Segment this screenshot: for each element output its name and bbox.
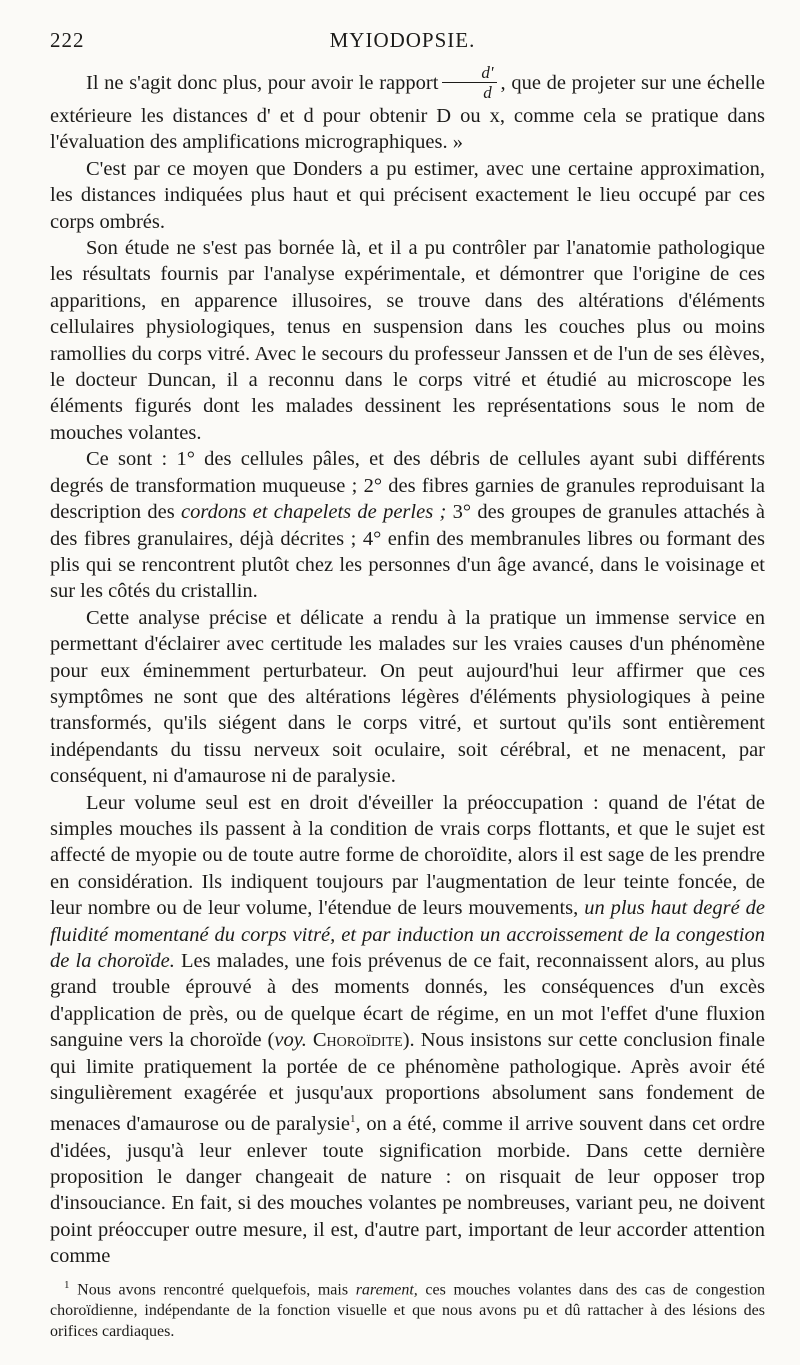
ratio-fraction: [442, 64, 496, 101]
paragraph-text: 3° des groupes de granules attachés à des fibres granulaires, déjà décrites ; 4° enfin des membranules libres ou formant des plis qui se rencontrent plutôt chez les personnes d'un âge avancé, dans le voisinage et sur les côtés du cristallin.: [50, 501, 766, 603]
paragraph-anatomy: Son étude ne s'est pas bornée là, et il a pu contrôler par l'anatomie pathologique les résultats fournis par l'analyse expérimentale, et démontrer que l'origine de ces apparitions, en apparence illusoires, se trouve dans des altérations d'éléments cellulaires physiologiques, tenus en suspension dans les couches plus ou moins ramollies du corps vitré. Avec le secours du professeur Janssen et de l'un de ses élèves, le docteur Duncan, il a reconnu dans le corps vitré et étudié au microscope les éléments figurés dont les malades dessinent les représentations sous le nom de mouches volantes.: [50, 237, 765, 444]
footnote-number: 1: [64, 1279, 70, 1291]
paragraph-text: , on a été, comme il arrive souvent dans cet ordre d'idées, jusqu'à leur enlever toute signification morbide. Dans cette dernière proposition le danger changeait de nature : on risquait de leur opposer trop d'insouciance. En fait, si des mouches volantes pe nombreuses, variant peu, ne doivent point préoccuper outre mesure, il est, d'autre part, important de leur accorder attention comme: [50, 1113, 765, 1268]
paragraph-volume: [50, 790, 765, 1270]
paragraph-text: Ce sont : 1° des cellules pâles, et des débris de cellules ayant subi différents degrés de transformation muqueuse ; 2° des fibres garnies de granules reproduisant la description des: [50, 448, 765, 524]
cross-reference-term: Choroïdite: [306, 1029, 403, 1052]
footnote-marker: 1: [350, 1113, 356, 1126]
page-number: 222: [50, 28, 85, 52]
paragraph-text: Les malades, une fois prévenus de ce fait, reconnaissent alors, au plus grand trouble éprouvé à des moments donnés, les conséquences d'un excès d'application de près, ou de quelque écart de régime, en un mot l'effet d'une fluxion sanguine vers la choroïde (: [50, 950, 765, 1052]
footnote-text: [50, 1275, 765, 1342]
italic-phrase: cordons et chapelets de perles ;: [181, 501, 447, 524]
footnote-part: Nous avons rencontré quelquefois, mais: [69, 1281, 356, 1299]
paragraph-donders: C'est par ce moyen que Donders a pu estimer, avec une certaine approximation, les distances indiquées plus haut et qui précisent exactement le lieu occupé par ces corps ombrés.: [50, 157, 765, 233]
cross-reference: voy.: [274, 1029, 307, 1052]
fraction-numerator: d': [442, 64, 496, 83]
italic-phrase: rarement,: [355, 1281, 418, 1299]
italic-phrase: un plus haut degré de fluidité momentané du corps vitré, et par induction un accroissement de la congestion de la choroïde.: [50, 897, 765, 972]
paragraph-analysis: Cette analyse précise et délicate a rendu à la pratique un immense service en permettant d'éclairer avec certitude les malades sur les vraies causes d'un phénomène pour eux éminemment perturbateur. On peut aujourd'hui leur affirmer que ces symptômes ne sont que des altérations légères d'éléments physiologiques à peine transformés, qu'ils siégent dans le corps vitré, et surtout qu'ils sont entièrement indépendants du tissu nerveux soit oculaire, soit cérébral, et ne menacent, par conséquent, ni d'amaurose ni de paralysie.: [50, 606, 765, 788]
paragraph-text: Leur volume seul est en droit d'éveiller la préoccupation : quand de l'état de simples mouches ils passent à la condition de vrais corps flottants, et que le sujet est affecté de myopie ou de toute autre forme de choroïdite, alors il est sage de les prendre en considération. Ils indiquent toujours par l'augmentation de leur teinte foncée, de leur nombre ou de leur volume, l'étendue de leurs mouvements,: [50, 791, 765, 920]
main-text: [50, 63, 766, 1270]
paragraph-text: ). Nous insistons sur cette conclusion finale qui limite pratiquement la portée de ce phénomène pathologique. Après avoir été singulièrement exagérée et jusqu'aux proportions absolument sans fondement de menaces d'amaurose ou de paralysie: [50, 1029, 765, 1136]
fraction-denominator: d: [483, 83, 492, 102]
paragraph-text: , que de projeter sur une échelle extérieure les distances d' et d pour obtenir D ou x, comme cela se pratique dans l'évaluation des amplifications micrographiques. »: [50, 72, 765, 154]
paragraph-text: Il ne s'agit donc plus, pour avoir le rapport: [86, 72, 439, 95]
footnote-part: ces mouches volantes dans des cas de congestion choroïdienne, indépendante de la fonction visuelle et que nous avons pu et dû rattacher à des lésions des orifices cardiaques.: [50, 1281, 765, 1341]
running-title: MYIODOPSIE.: [329, 28, 476, 52]
paragraph-elements: [50, 446, 765, 604]
running-header: [50, 28, 755, 58]
footnote: [50, 1275, 765, 1342]
paragraph-ratio: [50, 63, 765, 156]
